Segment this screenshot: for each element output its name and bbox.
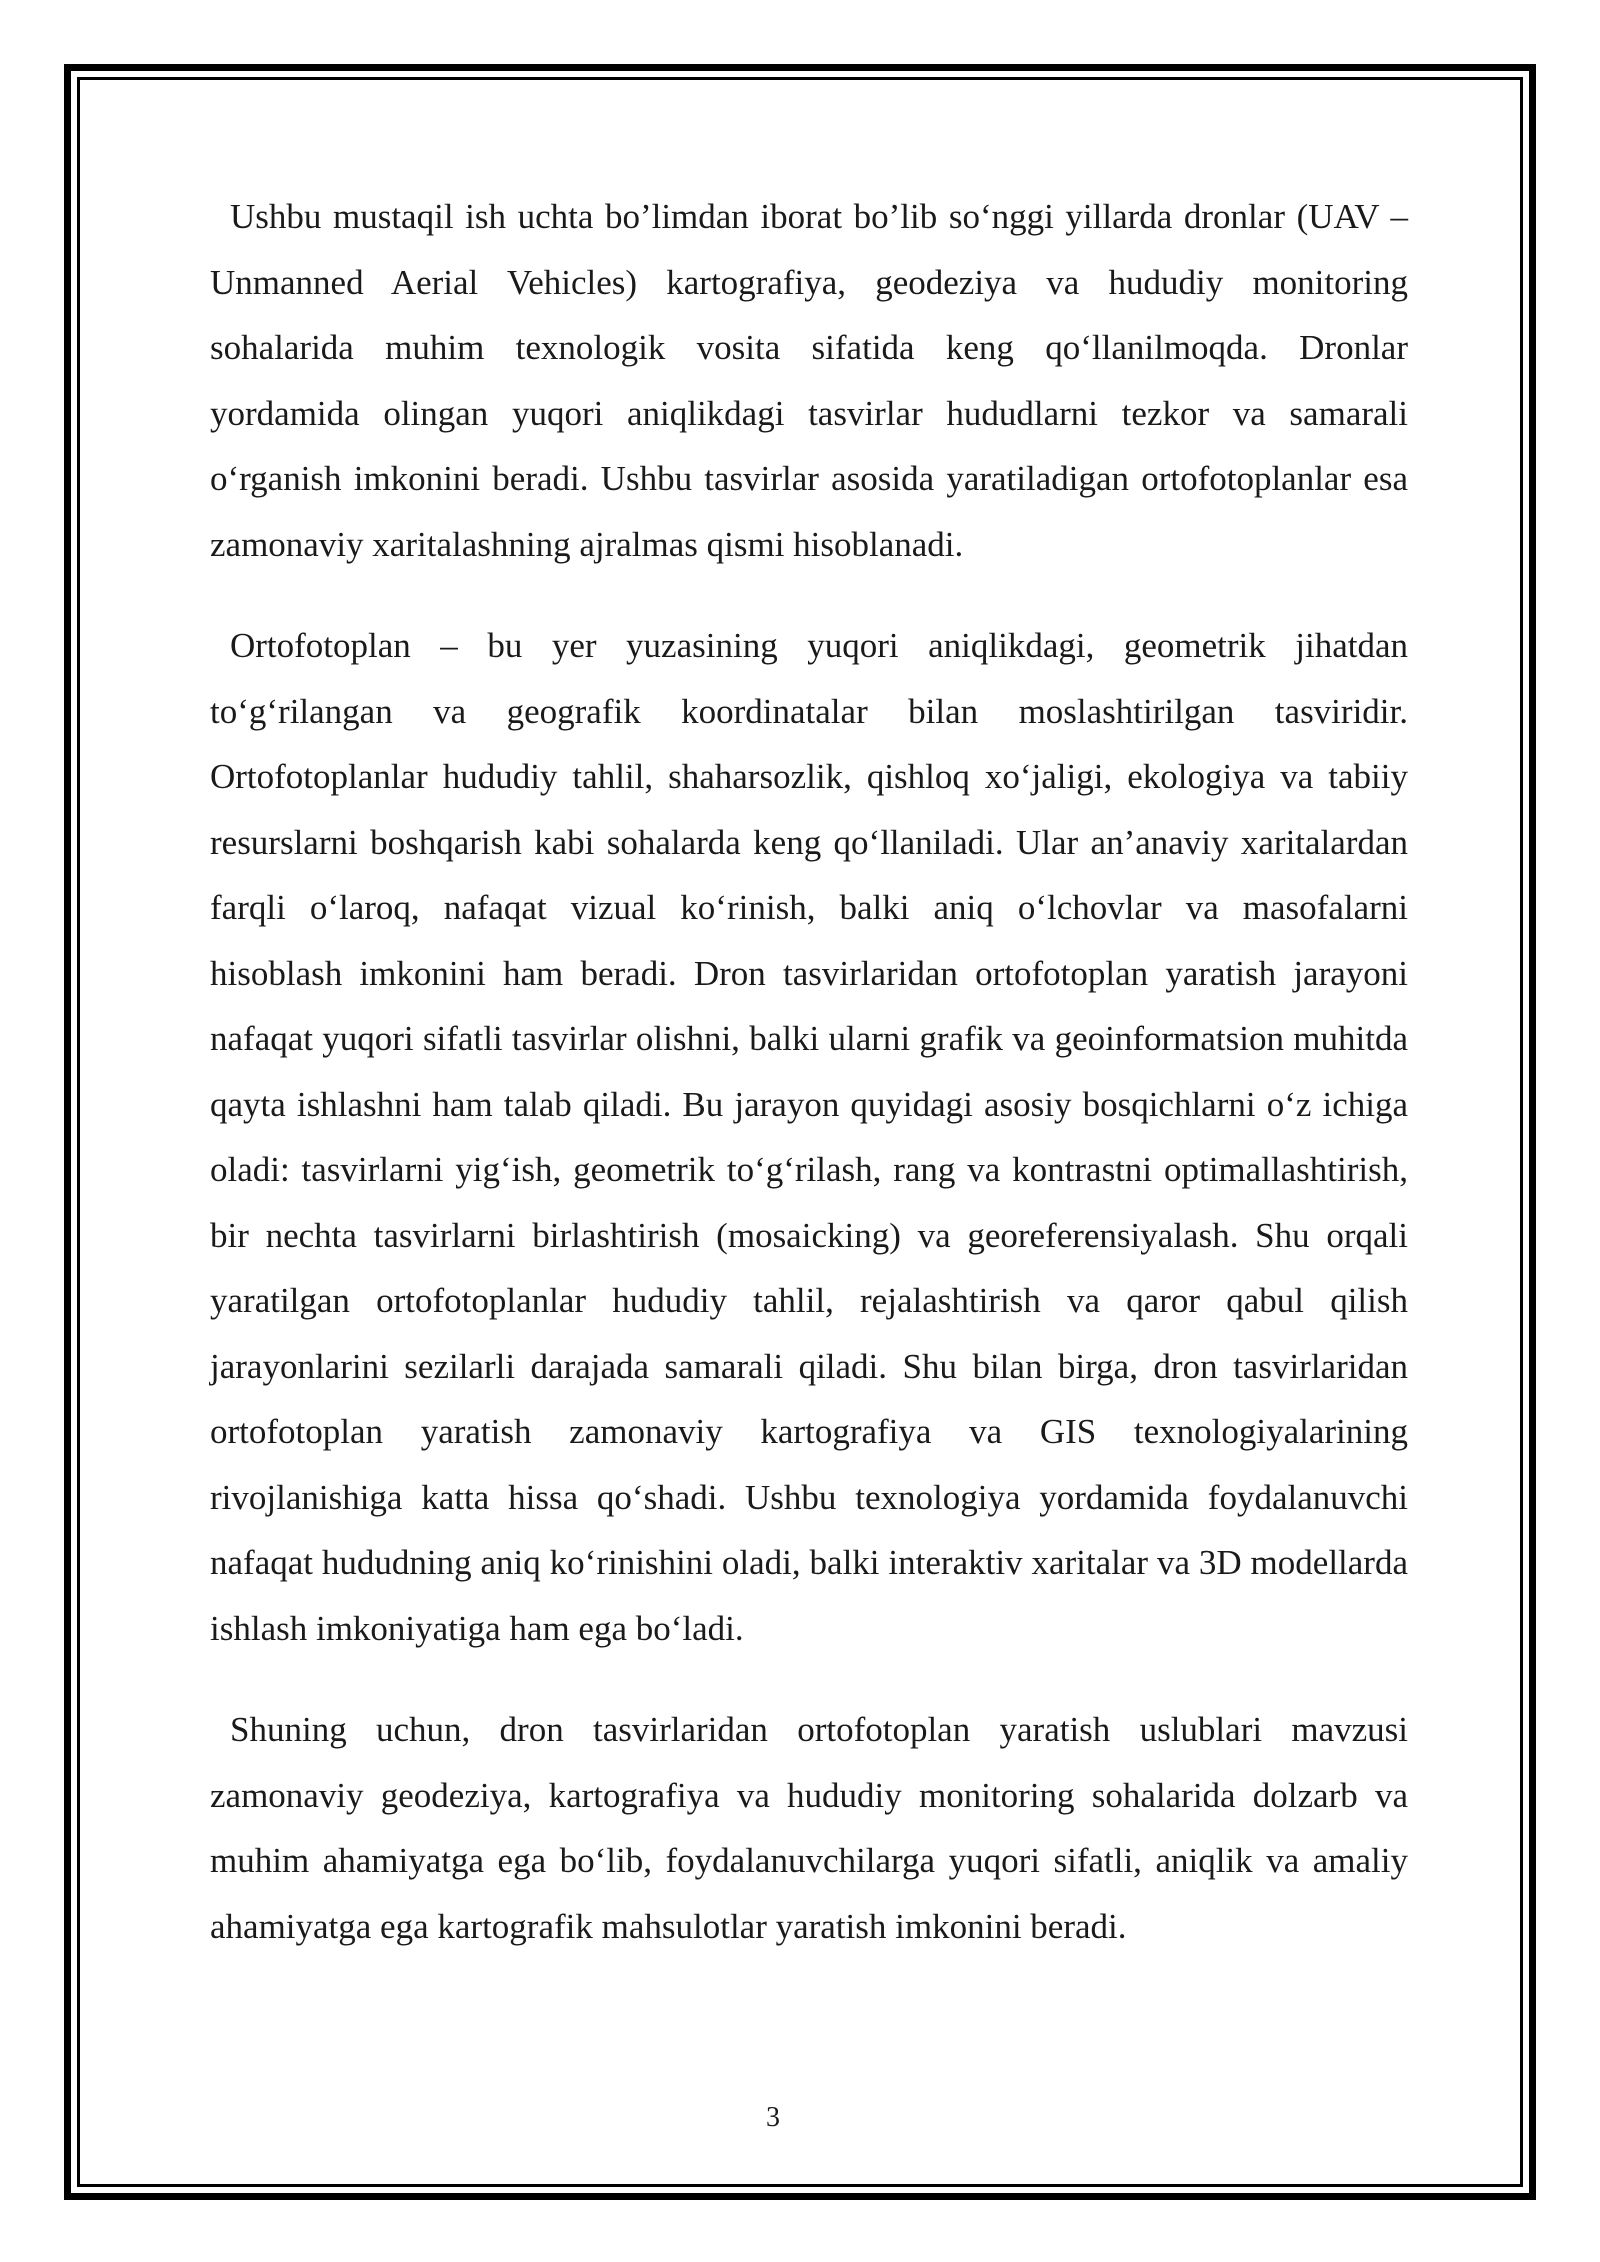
paragraph-2: Ortofotoplan – bu yer yuzasining yuqori aniqlikdagi, geometrik jihatdan to‘g‘rilangan va geografik koordinatalar bilan moslashtirilgan tasviridir. Ortofotoplanlar hududiy tahlil, shaharsozlik, qishloq xo‘jaligi, ekologiya va tabiiy resurslarni boshqarish kabi sohalarda keng qo‘llaniladi. Ular an’anaviy xaritalardan farqli o‘laroq, nafaqat vizual ko‘rinish, balki aniq o‘lchovlar va masofalarni hisoblash imkonini ham beradi. Dron tasvirlaridan ortofotoplan yaratish jarayoni nafaqat yuqori sifatli tasvirlar olishni, balki ularni grafik va geoinformatsion muhitda qayta ishlashni ham talab qiladi. Bu jarayon quyidagi asosiy bosqichlarni o‘z ichiga oladi: tasvirlarni yig‘ish, geometrik to‘g‘rilash, rang va kontrastni optimallashtirish, bir nechta tasvirlarni birlashtirish (mosaicking) va georeferensiyalash. Shu orqali yaratilgan ortofotoplanlar hududiy tahlil, rejalashtirish va qaror qabul qilish jarayonlarini sezilarli darajada samarali qiladi. Shu bilan birga, dron tasvirlaridan ortofotoplan yaratish zamonaviy kartografiya va GIS texnologiyalarining rivojlanishiga katta hissa qo‘shadi. Ushbu texnologiya yordamida foydalanuvchi nafaqat hududning aniq ko‘rinishini oladi, balki interaktiv xaritalar va 3D modellarda ishlash imkoniyatiga ham ega bo‘ladi.: [210, 626, 1408, 1648]
document-body: [210, 184, 1408, 1995]
page-number: 3: [766, 2102, 780, 2133]
paragraph-1: Ushbu mustaqil ish uchta bo’limdan iborat bo’lib so‘nggi yillarda dronlar (UAV – Unmanned Aerial Vehicles) kartografiya, geodeziya va hududiy monitoring sohalarida muhim texnologik vosita sifatida keng qo‘llanilmoqda. Dronlar yordamida olingan yuqori aniqlikdagi tasvirlar hududlarni tezkor va samarali o‘rganish imkonini beradi. Ushbu tasvirlar asosida yaratiladigan ortofotoplanlar esa zamonaviy xaritalashning ajralmas qismi hisoblanadi.: [210, 197, 1408, 564]
paragraph-3: Shuning uchun, dron tasvirlaridan ortofotoplan yaratish uslublari mavzusi zamonaviy geodeziya, kartografiya va hududiy monitoring sohalarida dolzarb va muhim ahamiyatga ega bo‘lib, foydalanuvchilarga yuqori sifatli, aniqlik va amaliy ahamiyatga ega kartografik mahsulotlar yaratish imkonini beradi.: [210, 1710, 1408, 1946]
